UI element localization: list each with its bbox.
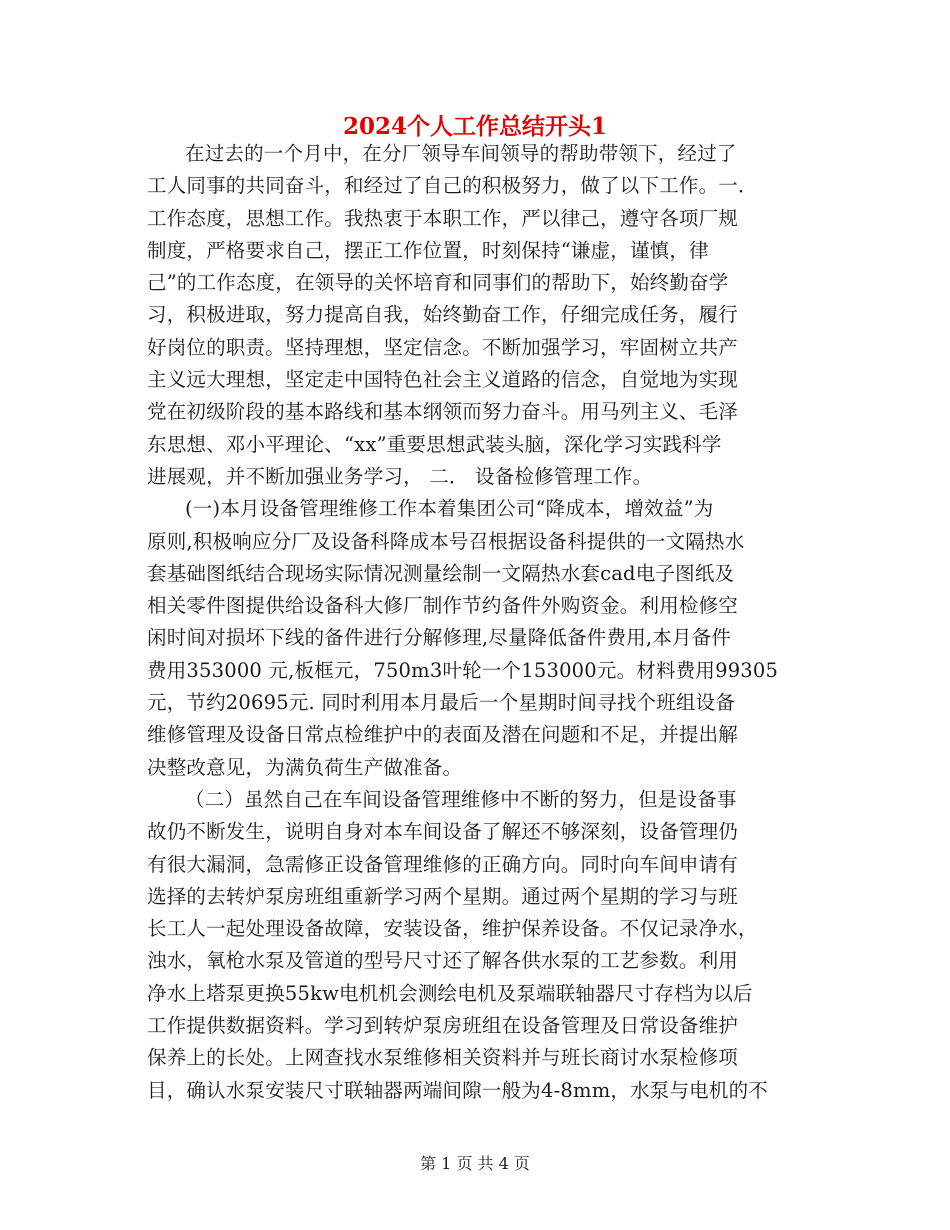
paragraph-line: 故仍不断发生，说明自身对本车间设备了解还不够深刻，设备管理仍 [147, 820, 739, 844]
paragraph-line: 进展观，并不断加强业务学习， 二． 设备检修管理工作。 [147, 464, 653, 488]
paragraph-line: 东思想、邓小平理论、“xx”重要思想武装头脑，深化学习实践科学 [147, 432, 722, 456]
paragraph-line: 原则,积极响应分厂及设备科降成本号召根据设备科提供的一文隔热水 [147, 529, 745, 553]
paragraph-line: 决整改意见，为满负荷生产做准备。 [147, 755, 463, 779]
paragraph-line: 闲时间对损坏下线的备件进行分解修理,尽量降低备件费用,本月备件 [147, 626, 732, 650]
paragraph-line: 好岗位的职责。坚持理想，坚定信念。不断加强学习，牢固树立共产 [147, 335, 739, 359]
paragraph-line: 套基础图纸结合现场实际情况测量绘制一文隔热水套cad电子图纸及 [147, 561, 735, 585]
paragraph-line: 目，确认水泵安装尺寸联轴器两端间隙一般为4-8mm，水泵与电机的不 [147, 1078, 768, 1102]
paragraph-line: （二）虽然自己在车间设备管理维修中不断的努力，但是设备事 [185, 787, 737, 811]
paragraph-line: 工作提供数据资料。学习到转炉泵房班组在设备管理及日常设备维护 [147, 1014, 739, 1038]
paragraph-line: 相关零件图提供给设备科大修厂制作节约备件外购资金。利用检修空 [147, 594, 739, 618]
paragraph-line: 主义远大理想，坚定走中国特色社会主义道路的信念，自觉地为实现 [147, 368, 739, 392]
paragraph-line: 工人同事的共同奋斗，和经过了自己的积极努力，做了以下工作。一． [147, 174, 758, 198]
paragraph-line: 浊水，氧枪水泵及管道的型号尺寸还了解各供水泵的工艺参数。利用 [147, 949, 739, 973]
paragraph-line: 在过去的一个月中，在分厂领导车间领导的帮助带领下，经过了 [185, 142, 737, 165]
paragraph-line: 习，积极进取，努力提高自我，始终勤奋工作，仔细完成任务，履行 [147, 303, 739, 327]
paragraph-line: 长工人一起处理设备故障，安装设备，维护保养设备。不仅记录净水， [147, 917, 758, 941]
paragraph-line: 工作态度，思想工作。我热衷于本职工作，严以律己，遵守各项厂规 [147, 206, 739, 230]
paragraph-line: 有很大漏洞，急需修正设备管理维修的正确方向。同时向车间申请有 [147, 852, 739, 876]
paragraph-line: 费用353000 元,板框元，750m3叶轮一个153000元。材料费用99305 [147, 658, 779, 682]
paragraph-line: 制度，严格要求自己，摆正工作位置，时刻保持“谦虚，谨慎，律 [147, 238, 709, 262]
paragraph-line: 保养上的长处。上网查找水泵维修相关资料并与班长商讨水泵检修项 [147, 1046, 739, 1070]
document-title: 2024个人工作总结开头1 [342, 113, 608, 140]
paragraph-line: 选择的去转炉泵房班组重新学习两个星期。通过两个星期的学习与班 [147, 884, 739, 908]
document-body [147, 138, 802, 1107]
paragraph-line: 维修管理及设备日常点检维护中的表面及潜在问题和不足，并提出解 [147, 723, 739, 747]
paragraph-line: 元，节约20695元. 同时利用本月最后一个星期时间寻找个班组设备 [147, 691, 736, 715]
paragraph-line: 党在初级阶段的基本路线和基本纲领而努力奋斗。用马列主义、毛泽 [147, 400, 739, 424]
paragraph-line: (一)本月设备管理维修工作本着集团公司“降成本，增效益”为 [185, 497, 714, 521]
paragraph-line: 己”的工作态度，在领导的关怀培育和同事们的帮助下，始终勤奋学 [147, 271, 729, 295]
paragraph-line: 净水上塔泵更换55kw电机机会测绘电机及泵端联轴器尺寸存档为以后 [147, 981, 753, 1005]
page-footer: 第 1 页 共 4 页 [420, 1154, 530, 1173]
